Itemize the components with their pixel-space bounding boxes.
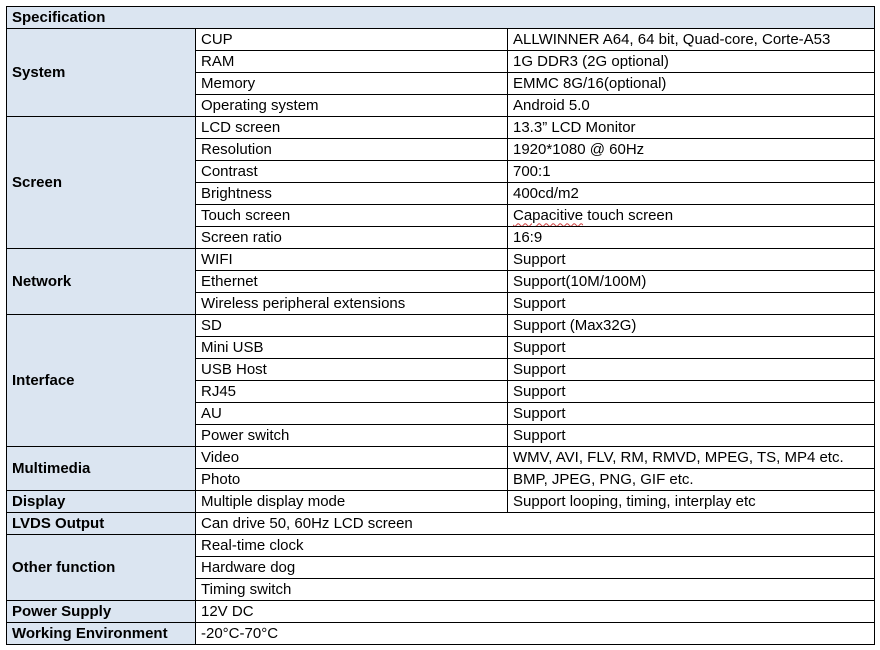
- spec-value: Support looping, timing, interplay etc: [508, 491, 875, 513]
- spec-item: CUP: [196, 29, 508, 51]
- table-row: [7, 447, 875, 469]
- spec-item: Mini USB: [196, 337, 508, 359]
- specification-table: [6, 6, 875, 645]
- spec-value: Support: [508, 403, 875, 425]
- spec-item: Contrast: [196, 161, 508, 183]
- spec-value: Support: [508, 381, 875, 403]
- spec-item: Power switch: [196, 425, 508, 447]
- section-label-network: Network: [7, 249, 196, 315]
- spec-item: Ethernet: [196, 271, 508, 293]
- spec-item: USB Host: [196, 359, 508, 381]
- spec-item: RJ45: [196, 381, 508, 403]
- spec-value: 1920*1080 @ 60Hz: [508, 139, 875, 161]
- spec-value: 700:1: [508, 161, 875, 183]
- spec-value: WMV, AVI, FLV, RM, RMVD, MPEG, TS, MP4 etc.: [508, 447, 875, 469]
- spec-item: Memory: [196, 73, 508, 95]
- table-row: [7, 249, 875, 271]
- section-label-other-function: Other function: [7, 535, 196, 601]
- spec-item: Real-time clock: [196, 535, 875, 557]
- spec-value: Support: [508, 359, 875, 381]
- spec-value: Support: [508, 293, 875, 315]
- spec-value: Support(10M/100M): [508, 271, 875, 293]
- section-label-multimedia: Multimedia: [7, 447, 196, 491]
- spec-value-rest: touch screen: [583, 206, 674, 224]
- spec-item: Video: [196, 447, 508, 469]
- spec-value: 400cd/m2: [508, 183, 875, 205]
- section-label-screen: Screen: [7, 117, 196, 249]
- spec-value: ALLWINNER A64, 64 bit, Quad-core, Corte-A53: [508, 29, 875, 51]
- spellcheck-word: Capacitive: [513, 206, 584, 224]
- spec-value: 16:9: [508, 227, 875, 249]
- table-row: [7, 513, 875, 535]
- spec-item: Wireless peripheral extensions: [196, 293, 508, 315]
- spec-item: AU: [196, 403, 508, 425]
- spec-item: Operating system: [196, 95, 508, 117]
- table-row: [7, 117, 875, 139]
- spec-value: -20°C-70°C: [196, 623, 875, 645]
- spec-item: LCD screen: [196, 117, 508, 139]
- spec-item: Brightness: [196, 183, 508, 205]
- spec-item: Timing switch: [196, 579, 875, 601]
- spec-item: Screen ratio: [196, 227, 508, 249]
- section-label-interface: Interface: [7, 315, 196, 447]
- spec-item: Hardware dog: [196, 557, 875, 579]
- spec-item: RAM: [196, 51, 508, 73]
- section-label-display: Display: [7, 491, 196, 513]
- spec-item: Resolution: [196, 139, 508, 161]
- spec-value: Support: [508, 425, 875, 447]
- table-row: [7, 491, 875, 513]
- section-label-working-environment: Working Environment: [7, 623, 196, 645]
- spec-item: WIFI: [196, 249, 508, 271]
- table-row: [7, 601, 875, 623]
- table-header: Specification: [7, 7, 875, 29]
- spec-value: [508, 205, 875, 227]
- spec-value: Android 5.0: [508, 95, 875, 117]
- spec-value: Can drive 50, 60Hz LCD screen: [196, 513, 875, 535]
- spec-value: BMP, JPEG, PNG, GIF etc.: [508, 469, 875, 491]
- section-label-power-supply: Power Supply: [7, 601, 196, 623]
- table-header-row: [7, 7, 875, 29]
- table-row: [7, 315, 875, 337]
- spec-value: 12V DC: [196, 601, 875, 623]
- table-row: [7, 29, 875, 51]
- spec-value: 13.3” LCD Monitor: [508, 117, 875, 139]
- spec-value: Support: [508, 337, 875, 359]
- table-row: [7, 623, 875, 645]
- spec-value: EMMC 8G/16(optional): [508, 73, 875, 95]
- spec-value: Support: [508, 249, 875, 271]
- section-label-lvds: LVDS Output: [7, 513, 196, 535]
- spec-item: Multiple display mode: [196, 491, 508, 513]
- spec-value: 1G DDR3 (2G optional): [508, 51, 875, 73]
- spec-value: Support (Max32G): [508, 315, 875, 337]
- spec-item: SD: [196, 315, 508, 337]
- spec-item: Touch screen: [196, 205, 508, 227]
- spec-item: Photo: [196, 469, 508, 491]
- section-label-system: System: [7, 29, 196, 117]
- table-row: [7, 535, 875, 557]
